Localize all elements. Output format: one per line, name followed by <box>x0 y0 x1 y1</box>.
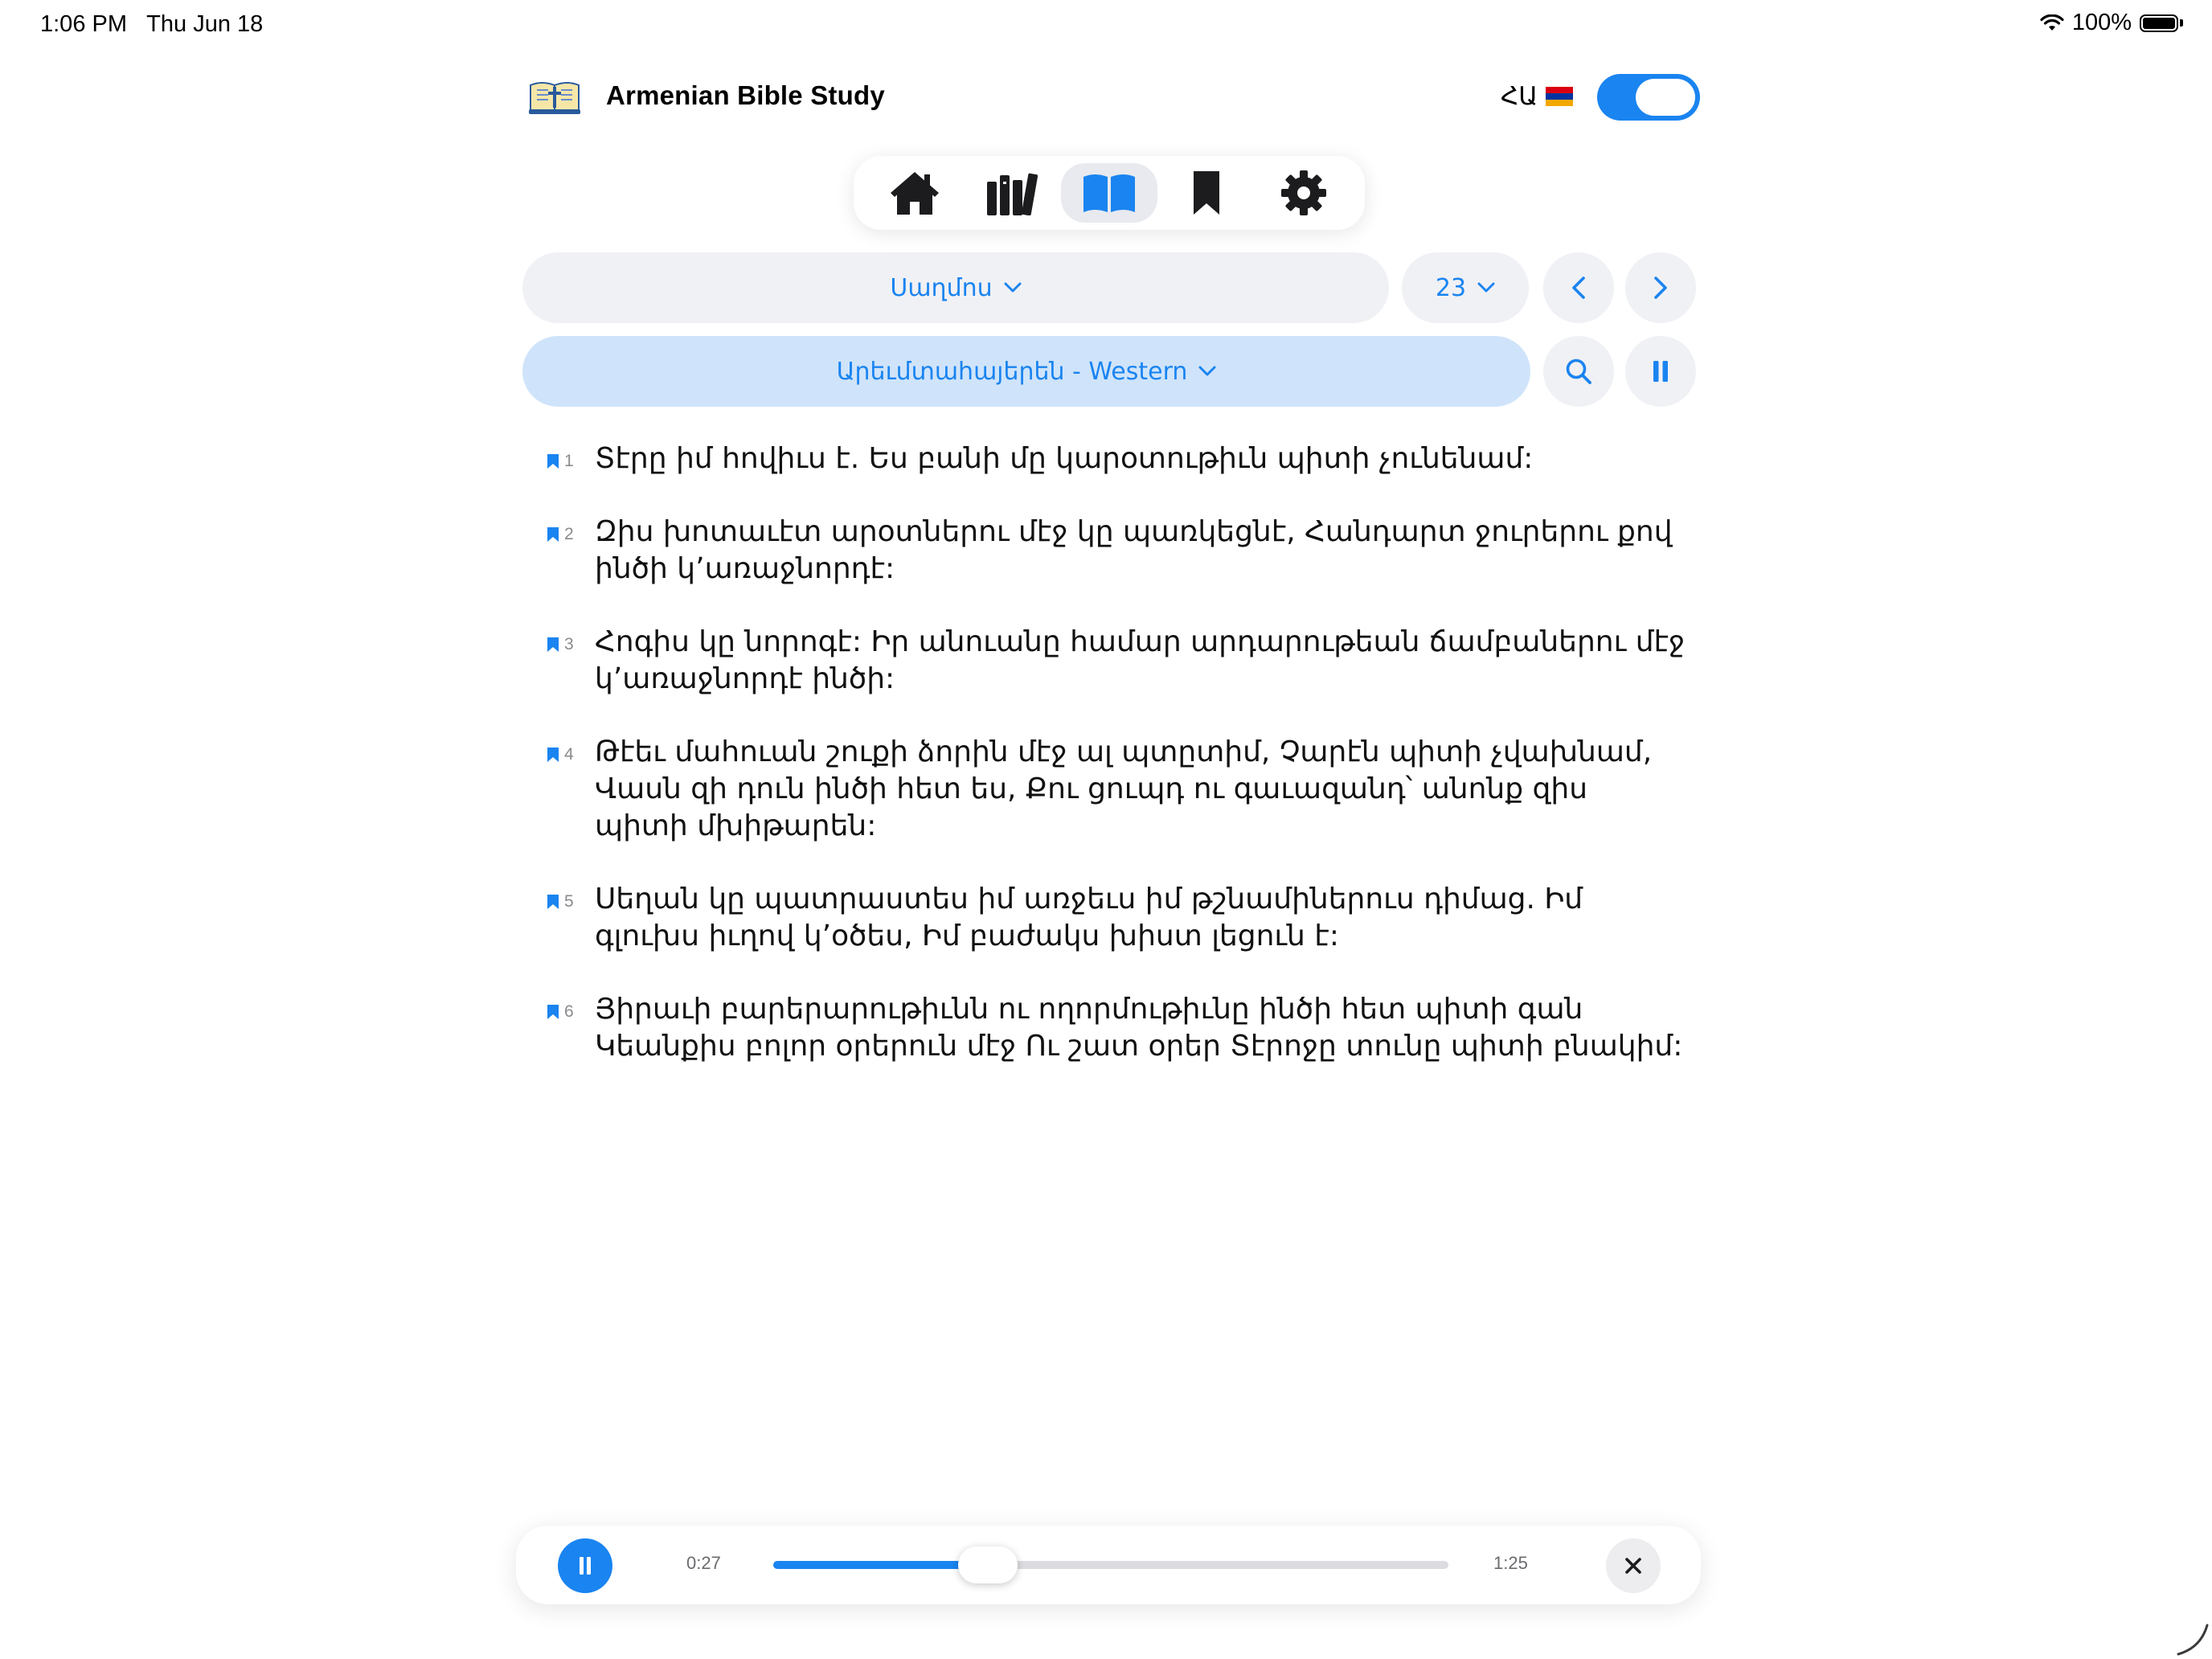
battery-icon <box>2140 14 2178 32</box>
tab-settings[interactable] <box>1255 163 1352 223</box>
pause-icon <box>1652 360 1669 383</box>
verse-marker <box>547 881 595 911</box>
verse-number: 4 <box>564 745 574 764</box>
verse-marker <box>547 624 595 654</box>
progress-fill <box>773 1561 988 1569</box>
language-indicator <box>1501 82 1573 111</box>
verse-text: Տէրը իմ հովիւս է. Ես բանի մը կարօտութիւն պիտի չունենամ: <box>595 442 1534 475</box>
verse-marker <box>547 514 595 544</box>
verse-text: Թէեւ մահուան շուքի ձորին մէջ ալ պտըտիմ, Չարէն պիտի չվախնամ, Վասն զի դուն ինծի հետ ես, Քու ցուպդ ու գաւազանդ՝ անոնք զիս պիտի մխիթարեն: <box>595 735 1653 842</box>
bookmark-icon[interactable] <box>547 526 559 543</box>
verse-list <box>547 440 1688 1101</box>
bookmark-icon[interactable] <box>547 747 559 763</box>
player-pause-button[interactable] <box>558 1538 612 1593</box>
verse-item[interactable] <box>547 514 1688 588</box>
language-code: ՀԱ <box>1501 82 1538 111</box>
battery-percent: 100% <box>2071 10 2132 35</box>
bookmark-icon[interactable] <box>547 894 559 910</box>
bookmark-icon[interactable] <box>547 453 559 469</box>
tab-home[interactable] <box>866 163 964 223</box>
gear-icon <box>1280 170 1327 216</box>
search-button[interactable] <box>1543 336 1614 407</box>
current-time: 0:27 <box>686 1553 721 1573</box>
app-title: Armenian Bible Study <box>606 80 885 110</box>
battery-tip <box>2180 19 2183 27</box>
tab-bookmarks[interactable] <box>1157 163 1255 223</box>
audio-player <box>516 1526 1701 1604</box>
chevron-left-icon <box>1571 276 1586 300</box>
book-name: Սաղմոս <box>890 273 993 302</box>
verse-text: Հոգիս կը նորոգէ: Իր անուանը համար արդարութեան ճամբաներու մէջ կ’առաջնորդէ ինծի: <box>595 625 1686 695</box>
chevron-right-icon <box>1653 276 1668 300</box>
status-bar <box>0 0 2212 51</box>
verse-marker <box>547 734 595 764</box>
close-icon <box>1624 1556 1643 1575</box>
translation-selector[interactable] <box>522 336 1530 407</box>
status-date: Thu Jun 18 <box>146 11 264 37</box>
verse-item[interactable] <box>547 624 1688 698</box>
translation-name: Արեւմտահայերեն - Western <box>836 357 1188 386</box>
library-icon <box>985 170 1038 215</box>
verse-number: 1 <box>564 452 574 470</box>
verse-number: 3 <box>564 635 574 653</box>
verse-marker <box>547 440 595 471</box>
app-header <box>522 74 1700 122</box>
pause-audio-button[interactable] <box>1625 336 1696 407</box>
verse-number: 5 <box>564 892 574 911</box>
book-selector[interactable] <box>522 252 1389 323</box>
main-tab-bar <box>854 156 1365 230</box>
verse-item[interactable] <box>547 881 1688 955</box>
status-time <box>40 11 263 38</box>
verse-item[interactable] <box>547 440 1688 477</box>
next-chapter-button[interactable] <box>1625 252 1696 323</box>
verse-number: 2 <box>564 525 574 543</box>
home-icon <box>889 170 940 216</box>
verse-marker <box>547 991 595 1022</box>
verse-item[interactable] <box>547 734 1688 845</box>
progress-slider[interactable] <box>773 1561 1448 1569</box>
previous-chapter-button[interactable] <box>1543 252 1614 323</box>
language-toggle[interactable] <box>1597 74 1700 121</box>
verse-text: Յիրաւի բարերարութիւնն ու ողորմութիւնը ինծի հետ պիտի գան Կեանքիս բոլոր օրերուն մէջ Ու շատ օրեր Տէրոջը տունը պիտի բնակիմ: <box>595 993 1683 1063</box>
verse-text: Զիս խոտաւէտ արօտներու մէջ կը պառկեցնէ, Հանդարտ ջուրերու քով ինծի կ’առաջնորդէ: <box>595 515 1673 585</box>
verse-text: Սեղան կը պատրաստես իմ առջեւս իմ թշնամիներուս դիմաց. Իմ գլուխս իւղով կ’օծես, Իմ բաժակս խիստ լեցուն է: <box>595 883 1583 952</box>
status-clock: 1:06 PM <box>40 11 127 37</box>
bible-logo-icon <box>527 79 582 116</box>
bookmark-icon[interactable] <box>547 637 559 653</box>
book-open-icon <box>1082 172 1137 214</box>
chevron-down-icon <box>1198 366 1216 377</box>
chapter-number: 23 <box>1435 273 1467 302</box>
chevron-down-icon <box>1004 282 1022 293</box>
tab-reader[interactable] <box>1061 163 1158 223</box>
verse-item[interactable] <box>547 991 1688 1065</box>
resize-corner-icon <box>2172 1619 2212 1659</box>
toggle-knob <box>1636 79 1695 116</box>
verse-number: 6 <box>564 1002 574 1021</box>
armenia-flag-icon <box>1546 87 1573 106</box>
status-right <box>2040 10 2183 36</box>
search-icon <box>1565 358 1592 385</box>
tab-library[interactable] <box>964 163 1061 223</box>
chevron-down-icon <box>1477 282 1495 293</box>
wifi-icon <box>2040 14 2064 32</box>
bookmark-icon[interactable] <box>547 1004 559 1020</box>
slider-thumb[interactable] <box>958 1546 1018 1583</box>
total-time: 1:25 <box>1493 1553 1528 1573</box>
chapter-selector[interactable] <box>1402 252 1529 323</box>
bookmark-icon <box>1190 170 1223 216</box>
close-player-button[interactable] <box>1606 1538 1661 1593</box>
pause-icon <box>578 1556 592 1575</box>
